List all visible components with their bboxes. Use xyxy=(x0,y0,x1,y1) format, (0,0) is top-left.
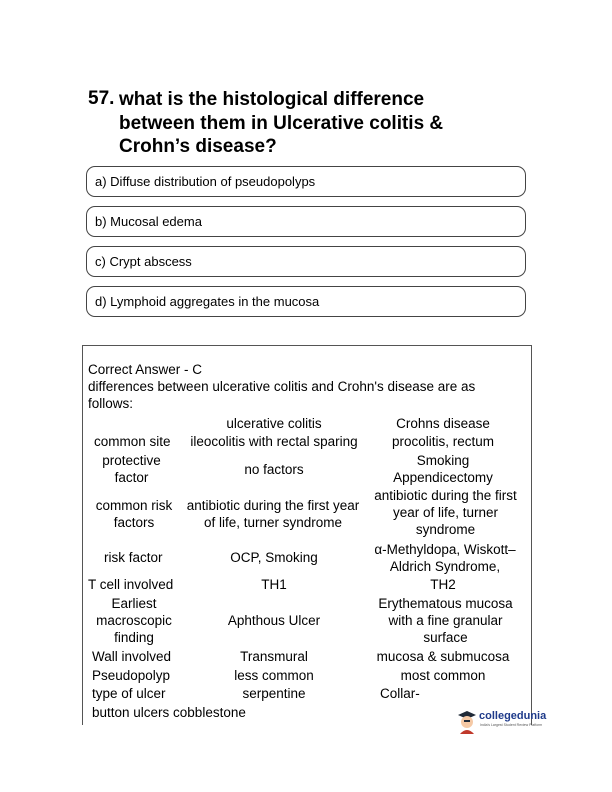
row-uc-risk-factor: OCP, Smoking xyxy=(230,550,318,565)
row-label-wall-involved: Wall involved xyxy=(92,649,172,664)
trailing-text: button ulcers cobblestone xyxy=(92,705,246,720)
row-cd-wall-involved: mucosa & submucosa xyxy=(376,649,510,664)
row-uc-common-risk-factors: antibiotic during the first year of life, turner syndrome xyxy=(186,498,360,530)
answer-box xyxy=(82,345,532,725)
graduate-mascot-icon xyxy=(456,708,478,734)
row-label-protective-factor: protective factor xyxy=(102,453,161,485)
row-uc-wall-involved: Transmural xyxy=(240,649,308,664)
answer-intro: differences between ulcerative colitis and Crohn's disease are as follows: xyxy=(88,379,476,411)
correct-answer: Correct Answer - C xyxy=(88,362,203,377)
option-b[interactable]: b) Mucosal edema xyxy=(86,206,526,237)
row-label-common-site: common site xyxy=(94,434,171,449)
row-uc-common-site: ileocolitis with rectal sparing xyxy=(190,434,358,449)
row-cd-t-cell: TH2 xyxy=(430,577,456,592)
row-cd-protective-factor: Smoking Appendicectomy xyxy=(393,453,493,485)
row-uc-t-cell: TH1 xyxy=(261,577,287,592)
collegedunia-logo xyxy=(456,708,556,736)
row-label-t-cell: T cell involved xyxy=(88,577,174,592)
row-label-pseudopolyp: Pseudopolyp xyxy=(92,668,171,683)
row-uc-earliest-finding: Aphthous Ulcer xyxy=(227,613,321,628)
row-label-risk-factor: risk factor xyxy=(104,550,163,565)
row-uc-protective-factor: no factors xyxy=(244,462,304,477)
question-text: what is the histological difference between them in Ulcerative colitis & Crohn’s disease? xyxy=(119,89,444,157)
row-label-common-risk-factors: common risk factors xyxy=(95,498,173,530)
row-cd-pseudopolyp: most common xyxy=(400,668,486,683)
row-uc-type-of-ulcer: serpentine xyxy=(242,686,306,701)
option-c[interactable]: c) Crypt abscess xyxy=(86,246,526,277)
row-label-earliest-finding: Earliest macroscopic finding xyxy=(96,596,172,645)
row-cd-type-of-ulcer: Collar- xyxy=(380,686,420,701)
header-crohns-disease: Crohns disease xyxy=(396,416,490,431)
logo-tagline: India's Largest Student Review Platform xyxy=(480,723,543,727)
option-d[interactable]: d) Lymphoid aggregates in the mucosa xyxy=(86,286,526,317)
row-cd-earliest-finding: Erythematous mucosa with a fine granular surface xyxy=(378,596,513,645)
row-uc-pseudopolyp: less common xyxy=(234,668,314,683)
row-cd-common-site: procolitis, rectum xyxy=(391,434,495,449)
row-cd-risk-factor: α-Methyldopa, Wiskott– Aldrich Syndrome, xyxy=(374,542,516,574)
header-ulcerative-colitis: ulcerative colitis xyxy=(226,416,322,431)
row-label-type-of-ulcer: type of ulcer xyxy=(92,686,166,701)
question-number: 57. xyxy=(88,88,115,109)
logo-name: collegedunia xyxy=(479,710,547,722)
row-cd-common-risk-factors: antibiotic during the first year of life, turner syndrome xyxy=(374,488,517,537)
option-a[interactable]: a) Diffuse distribution of pseudopolyps xyxy=(86,166,526,197)
